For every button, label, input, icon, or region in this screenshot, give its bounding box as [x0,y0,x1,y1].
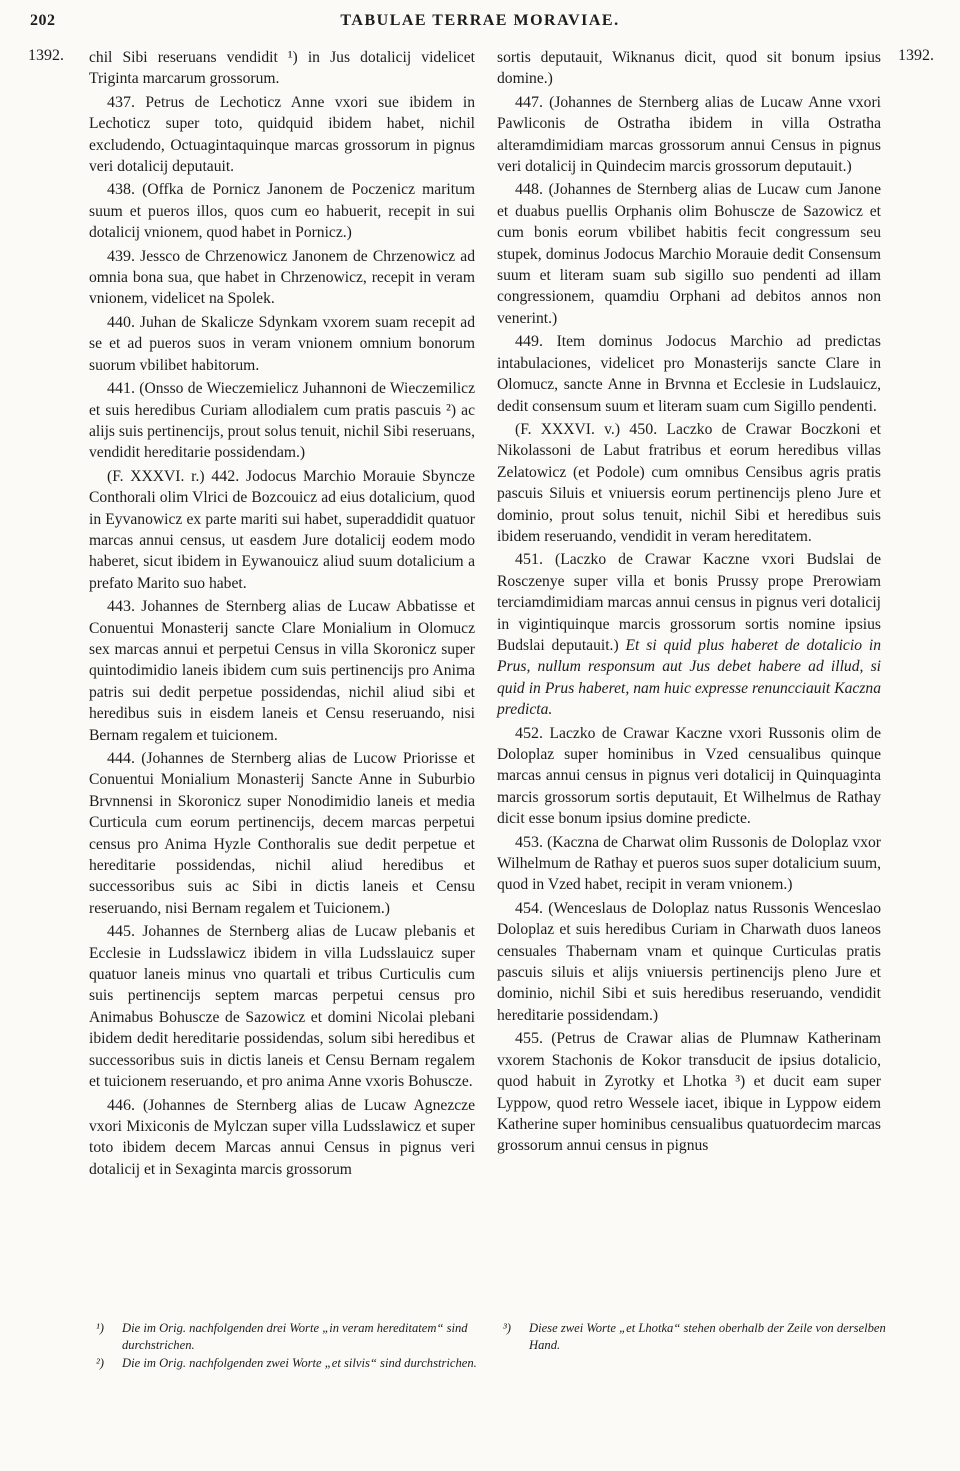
paragraph-text: Juhan de Skalicze Sdynkam vxorem suam recepit ad se et ad pueros suos in veram vnionem omnium bonorum suorum vbilibet habitorum. [89,313,475,374]
folio-reference: (F. XXXVI. v.) [515,420,630,438]
paragraph [89,312,475,376]
paragraph [497,47,881,90]
paragraph-text: Johannes de Sternberg alias de Lucaw plebanis et Ecclesie in Ludsslawicz ibidem in villa Ludsslauicz super quatuor laneis minus vno quartali et tribus Curticulis cum suis pertinencijs septem marcas perpetui census pro Animabus Bohuscze de Sazowicz et domini Nicolai plebani ibidem dedit hereditarie possidendas, solum sibi heredibus et successoribus suis in dictis laneis et Censu Bernam regalem et tuicionem reseruando, et pro anima Anne vxoris Bohuscze. [89,923,475,1091]
paragraph-text: Laczko de Crawar Boczkoni et Nikolassoni de Labut fratribus et eorum heredibus villas Zelatowicz (et Podole) cum omnibus Censibus agris pratis pascuis Siluis et vniuersis eorum pertinencijs pleno Jure et dominio, prout solus tenuit, nichil Sibi et heredibus suis ibidem reseruando, vendidit in veram hereditatem. [497,420,881,545]
footnotes-right [503,1320,887,1355]
paragraph-text: Jodocus Marchio Morauie Sbyncze Conthorali olim Vlrici de Bozcouicz ad eius dotalicium, quod in Eyvanowicz ex parte mariti sui habet, superaddidit quatuor marcas annui census, ut easdem Jure dotalicij eodem modo haberet, sicut ibidem in Eywanouicz aliud suum dotalicium a prefato Marito suo habet. [89,467,475,592]
entry-number: 454. [515,899,543,917]
paragraph-text: Petrus de Lechoticz Anne vxori sue ibidem in Lechoticz super toto, quidquid ibidem habet, nichil excludendo, Octuagintaquinque marcas grossorum in pignus veri dotalicij deputauit. [89,93,475,176]
paragraph [89,748,475,919]
entry-number: 440. [107,313,135,331]
entry-number: 450. [629,420,658,438]
margin-year-left: 1392. [28,47,64,64]
footnote-text: Diese zwei Worte „et Lhotka“ stehen oberhalb der Zeile von derselben Hand. [529,1321,886,1352]
paragraph [497,92,881,178]
footnote [503,1320,887,1353]
paragraph-text: (Johannes de Sternberg alias de Lucaw Anne vxori Pawliconis de Ostratha ibidem in villa Ostratha alteramdimidiam marcas grossorum annui Census in pignus veri dotalicij in Quindecim marcis grossorum deputauit.) [497,93,881,176]
paragraph [497,331,881,417]
folio-reference: (F. XXXVI. r.) [107,467,212,485]
paragraph-text: chil Sibi reseruans vendidit ¹) in Jus dotalicij videlicet Triginta marcarum grossorum. [89,49,475,88]
paragraph-text: (Petrus de Crawar alias de Plumnaw Katherinam vxorem Stachonis de Kokor transducit de ipsius dotalicio, quod habuit in Zyrotky et Lhotka ³) et ducit eam super Lyppow, quod retro Wessele iacet, ibique in Lyppow eidem Katherine super hominibus censualibus quatuordecim marcas grossorum annui census in pignus [497,1030,881,1155]
paragraph [497,832,881,896]
paragraph-text: (Kaczna de Charwat olim Russonis de Doloplaz vxor Wilhelmum de Rathay et pueros suos super dotalicium suum, quod in Vzed habet, recipit in veram vnionem.) [497,833,881,894]
paragraph-text: (Laczko de Crawar Kaczne vxori Budslai de Rosczenye super villa et bonis Prussy prope Prerowiam terciamdimidiam marcas annui census in pignus veri dotalicij in vigintiquinque marcis grossorum sortis nomine ipsius Budslai deputauit.) [497,551,881,654]
paragraph-text: Laczko de Crawar Kaczne vxori Russonis olim de Doloplaz super hominibus in Vzed censualibus quinque marcas annui census in pignus veri dotalicij in Quinquaginta marcis grossorum sortis deputauit, Et Wilhelmus de Rathay dicit esse bonum ipsius domine predicte. [497,724,881,828]
footnote-mark: ¹) [96,1321,104,1335]
entry-number: 438. [107,181,135,199]
paragraph [497,419,881,547]
footnote-text: Die im Orig. nachfolgenden drei Worte „in veram hereditatem“ sind durchstrichen. [122,1321,468,1352]
entry-number: 437. [107,93,135,111]
paragraph [89,378,475,464]
footnote-text: Die im Orig. nachfolgenden zwei Worte „et silvis“ sind durchstrichen. [122,1356,477,1370]
paragraph-text: Johannes de Sternberg alias de Lucaw Abbatisse et Conuentui Monasterij sancte Clare Monialium in Olomucz sex marcas annui et perpetui Census in villa Skoronicz super quintodimidio laneis ibidem cum suis pertinencijs pro Anima patris sui dedit perpetue possidendas, nichil aliud sibi et heredibus suis in eisdem laneis et Censu reseruando, nisi Bernam regalem et tuicionem. [89,598,475,744]
page-number: 202 [30,12,56,29]
footnote-mark: ²) [96,1356,104,1370]
paragraph [497,1028,881,1156]
paragraph [89,466,475,594]
paragraph [497,723,881,830]
entry-number: 441. [107,380,135,398]
paragraph-text: Jessco de Chrzenowicz Janonem de Chrzenowicz ad omnia bona sua, que habet in Chrzenowicz, recepit in veram vnionem, videlicet na Spolek. [89,247,475,308]
footnote [96,1320,482,1353]
paragraph [497,179,881,329]
paragraph [89,1095,475,1181]
paragraph [89,92,475,178]
italic-addition: Et si quid plus haberet de dotalicio in Prus, nullum responsum aut Jus debet habere ad illud, si quid in Prus haberet, nam huic expresse renuncciauit Kaczna predicta. [497,636,881,719]
entry-number: 444. [107,750,135,767]
running-title: TABULAE TERRAE MORAVIAE. [340,12,620,29]
paragraph [89,246,475,310]
entry-number: 443. [107,598,135,616]
entry-number: 446. [107,1096,135,1114]
paragraph-text: (Johannes de Sternberg alias de Lucaw Agnezcze vxori Mixiconis de Mylczan super villa Ludsslawicz et super toto ibidem decem Marcas annui Census in pignus veri dotalicij et in Sexaginta marcis grossorum [89,1096,475,1178]
footnote [96,1355,482,1372]
entry-number: 447. [515,93,543,111]
paragraph [497,549,881,720]
right-text-column [497,47,881,1159]
paragraph [89,921,475,1092]
entry-number: 453. [515,833,543,851]
paragraph [89,47,475,90]
paragraph-text: Item dominus Jodocus Marchio ad predictas intabulaciones, videlicet pro Monasterijs sancte Clare in Olomucz, sancte Anne in Brvnna et Ecclesie in Ludslauicz, dedit consensum suum et literam suam cum Sigillo pendenti. [497,333,881,415]
paragraph-text: (Onsso de Wieczemielicz Juhannoni de Wieczemilicz et suis heredibus Curiam allodialem cum pratis pascuis ²) ac alijs suis pertinencijs, prout solus tenuit, nichil Sibi reseruans, vendidit hereditarie possidendam.) [89,380,475,462]
paragraph-text: (Johannes de Sternberg alias de Lucaw cum Janone et duabus puellis Orphanis olim Bohuscze de Sazowicz et cum bonis eorum vbilibet habitis fecit congressum seu stupek, dominus Jodocus Marchio Morauie dedit Consensum suum et literam suam sub sigillo suo pendenti ad illam congressionem, quamdiu Orphani ad debitos annos non venerint.) [497,181,881,327]
entry-number: 445. [107,923,135,941]
entry-number: 449. [515,333,543,351]
paragraph-text: (Offka de Pornicz Janonem de Poczenicz maritum suum et pueros illos, quos cum eo habuerit, recepit in sui dotalicij vnionem, quod habet in Pornicz.) [89,181,475,242]
entry-number: 455. [515,1030,543,1048]
entry-number: 442. [211,467,240,485]
paragraph [89,179,475,243]
entry-number: 439. [107,247,135,265]
paragraph [497,898,881,1026]
paragraph-text: sortis deputauit, Wiknanus dicit, quod sit bonum ipsius domine.) [497,49,881,88]
paragraph-text: (Johannes de Sternberg alias de Lucow Priorisse et Conuentui Monialium Monasterij Sancte Anne in Suburbio Brvnnensi in Skoronicz super Nonodimidio laneis et media Curticula cum eorum pertinencijs, decem marcas perpetui census pro Anima Hyzle Conthoralis sue dedit perpetue et hereditarie possidendas, nichil aliud heredibus et successoribus suis ac Sibi in dictis laneis et Censu reseruando, nisi Bernam regalem et Tuicionem.) [89,750,475,917]
page-header [30,12,930,38]
entry-number: 448. [515,181,543,199]
footnotes-left [96,1320,482,1374]
left-text-column [89,47,475,1182]
margin-year-right: 1392. [898,47,934,64]
paragraph [89,596,475,746]
entry-number: 451. [515,551,543,569]
footnote-mark: ³) [503,1321,511,1335]
paragraph-text: (Wenceslaus de Doloplaz natus Russonis Wenceslao Doloplaz et suis heredibus Curiam in Charwath duos laneos censuales Thabernam vnam et quinque Curticulas pratis pascuis siluis et alijs vniuersis pertinencijs pleno Jure et dominio, nichil Sibi et suis heredibus reseruando, vendidit hereditarie possidendam.) [497,899,881,1024]
entry-number: 452. [515,724,543,742]
